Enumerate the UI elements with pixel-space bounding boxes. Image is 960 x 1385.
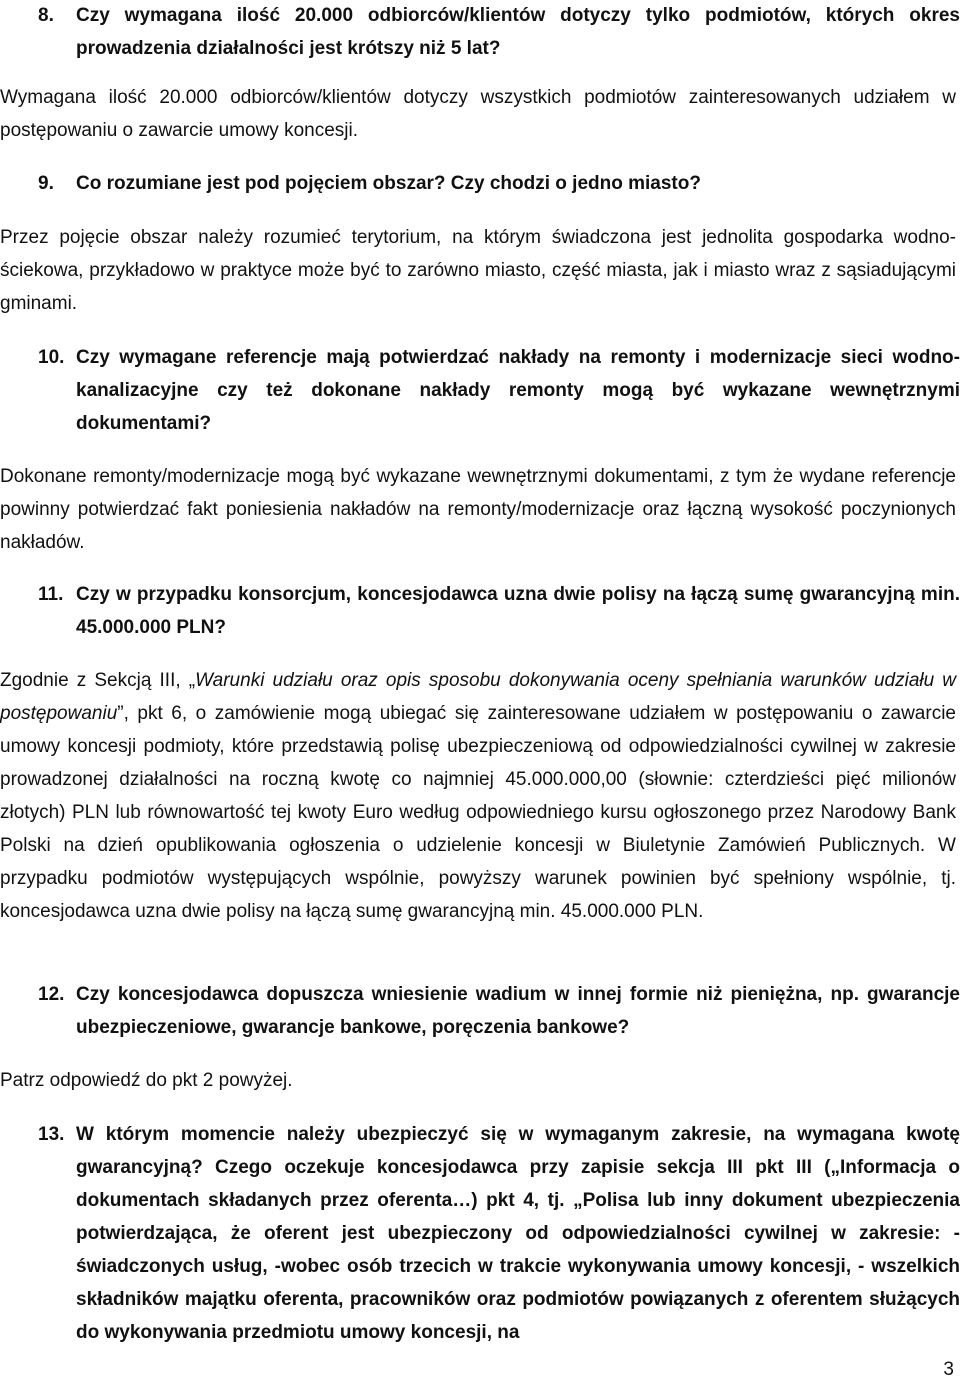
answer-italic-quote: Warunki udziału oraz opis sposobu dokonywania oceny spełniania warunków udziału w postępowaniu (0, 670, 957, 724)
answer-9 (0, 221, 960, 320)
answer-text: Patrz odpowiedź do pkt 2 powyżej. (0, 1070, 293, 1091)
question-text: W którym momencie należy ubezpieczyć się w wymaganym zakresie, na wymagana kwotę gwarancyjną? Czego oczekuje koncesjodawca przy zapisie sekcja III pkt III („Informacja o dokumentach składanych przez oferenta…) pkt 4, tj. „Polisa lub inny dokument ubezpieczenia potwierdzająca, że oferent jest ubezpieczony od odpowiedzialności cywilnej w zakresie: - świadczonych usług, -wobec osób trzecich w trakcie wykonywania umowy koncesji, - wszelkich składników majątku oferenta, pracowników oraz podmiotów powiązanych z oferentem służących do wykonywania przedmiotu umowy koncesji, na (76, 1124, 960, 1343)
question-9 (0, 167, 960, 200)
question-number: 10. (38, 347, 65, 368)
answer-11 (0, 664, 960, 928)
question-text: Co rozumiane jest pod pojęciem obszar? Czy chodzi o jedno miasto? (76, 173, 701, 194)
question-number: 13. (38, 1124, 65, 1145)
question-text: Czy w przypadku konsorcjum, koncesjodawca uzna dwie polisy na łączą sumę gwarancyjną min. 45.000.000 PLN? (76, 584, 960, 638)
answer-8 (0, 81, 960, 147)
answer-text: Wymagana ilość 20.000 odbiorców/klientów dotyczy wszystkich podmiotów zainteresowanych udziałem w postępowaniu o zawarcie umowy koncesji. (0, 87, 956, 141)
answer-10 (0, 460, 960, 559)
answer-text: Dokonane remonty/modernizacje mogą być wykazane wewnętrznymi dokumentami, z tym że wydane referencje powinny potwierdzać fakt poniesienia nakładów na remonty/modernizacje oraz łączną wysokość poczynionych nakładów. (0, 466, 956, 553)
question-11 (0, 578, 960, 644)
question-number: 8. (38, 5, 54, 26)
question-text: Czy koncesjodawca dopuszcza wniesienie wadium w innej formie niż pieniężna, np. gwarancje ubezpieczeniowe, gwarancje bankowe, poręczenia bankowe? (76, 984, 960, 1038)
question-8 (0, 0, 960, 65)
answer-post: ”, pkt 6, o zamówienie mogą ubiegać się zainteresowane udziałem w postępowaniu o zawarcie umowy koncesji podmioty, które przedstawią polisę ubezpieczeniową od odpowiedzialności cywilnej w zakresie prowadzonej działalności na roczną kwotę co najmniej 45.000.000,00 (słownie: czterdzieści pięć milionów złotych) PLN lub równowartość tej kwoty Euro według odpowiedniego kursu ogłoszonego przez Narodowy Bank Polski na dzień opublikowania ogłoszenia o udzielenie koncesji w Biuletynie Zamówień Publicznych. W przypadku podmiotów występujących wspólnie, powyższy warunek powinien być spełniony wspólnie, tj. koncesjodawca uzna dwie polisy na łączą sumę gwarancyjną min. 45.000.000 PLN. (0, 703, 956, 922)
question-13 (0, 1118, 960, 1349)
question-12 (0, 978, 960, 1044)
question-10 (0, 341, 960, 440)
question-number: 9. (38, 173, 54, 194)
question-number: 12. (38, 984, 65, 1005)
answer-text: Przez pojęcie obszar należy rozumieć terytorium, na którym świadczona jest jednolita gospodarka wodno-ściekowa, przykładowo w praktyce może być to zarówno miasto, część miasta, jak i miasto wraz z sąsiadującymi gminami. (0, 227, 956, 314)
question-text: Czy wymagana ilość 20.000 odbiorców/klientów dotyczy tylko podmiotów, których okres prowadzenia działalności jest krótszy niż 5 lat? (76, 5, 960, 59)
page-number: 3 (943, 1359, 954, 1380)
question-text: Czy wymagane referencje mają potwierdzać nakłady na remonty i modernizacje sieci wodno-kanalizacyjne czy też dokonane nakłady remonty mogą być wykazane wewnętrznymi dokumentami? (76, 347, 960, 434)
question-number: 11. (38, 584, 64, 605)
answer-12 (0, 1064, 960, 1097)
answer-text (0, 664, 960, 928)
answer-pre: Zgodnie z Sekcją III, „ (0, 670, 196, 691)
